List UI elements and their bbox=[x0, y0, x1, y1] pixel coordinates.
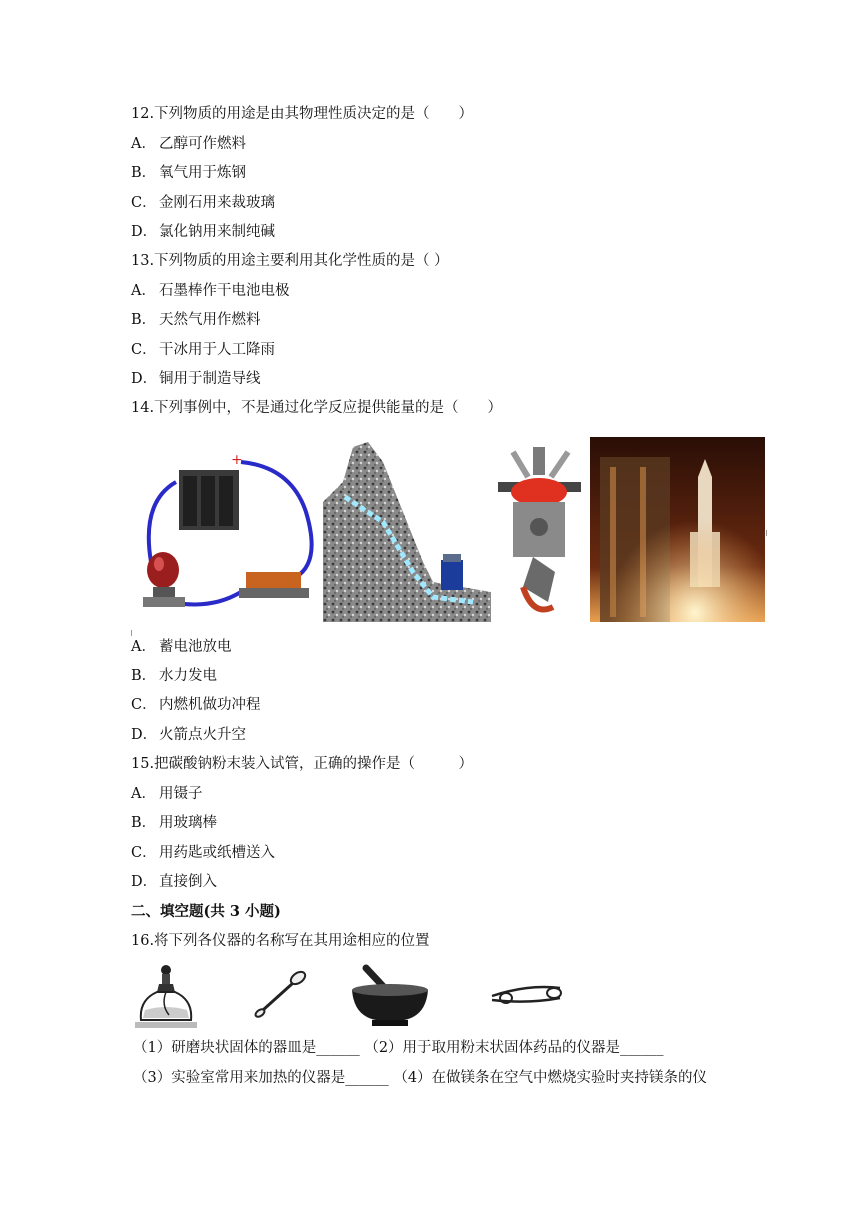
option-text: 乙醇可作燃料 bbox=[159, 136, 246, 152]
question-12-option-c bbox=[131, 193, 275, 213]
question-16-line-2: （3）实验室常用来加热的仪器是______ （4）在做镁条在空气中燃烧实验时夹持镁条的仪 bbox=[133, 1070, 708, 1086]
option-letter: D． bbox=[131, 371, 158, 387]
question-14-option-b bbox=[131, 666, 217, 686]
medicine-spoon-icon bbox=[248, 968, 310, 1023]
question-13-option-a bbox=[131, 281, 290, 301]
option-letter: B． bbox=[131, 815, 157, 831]
option-text: 用玻璃棒 bbox=[159, 815, 217, 831]
option-text: 内燃机做功冲程 bbox=[159, 697, 261, 713]
question-15-stem: 15.把碳酸钠粉末装入试管，正确的操作是（ ） bbox=[131, 756, 474, 772]
option-text: 水力发电 bbox=[159, 668, 217, 684]
option-letter: A． bbox=[131, 283, 156, 299]
option-letter: A． bbox=[131, 786, 156, 802]
rocket-launch-icon bbox=[590, 437, 765, 622]
image-artifact-mark bbox=[766, 530, 767, 536]
option-letter: D． bbox=[131, 874, 158, 890]
question-13-option-c bbox=[131, 340, 275, 360]
option-text: 直接倒入 bbox=[159, 874, 217, 890]
option-letter: A． bbox=[131, 136, 156, 152]
option-letter: C． bbox=[131, 342, 157, 358]
mortar-pestle-icon bbox=[346, 960, 434, 1030]
question-12-option-a bbox=[131, 134, 246, 154]
engine-piston-icon bbox=[493, 442, 586, 622]
option-letter: D． bbox=[131, 224, 158, 240]
hydro-dam-icon bbox=[323, 442, 491, 622]
question-16-stem: 16.将下列各仪器的名称写在其用途相应的位置 bbox=[131, 933, 430, 949]
option-text: 金刚石用来裁玻璃 bbox=[159, 195, 275, 211]
section-heading: 二、填空题(共 3 小题) bbox=[131, 903, 281, 920]
option-letter: C． bbox=[131, 697, 157, 713]
alcohol-lamp-icon bbox=[131, 960, 201, 1030]
option-letter: B． bbox=[131, 668, 157, 684]
option-text: 用镊子 bbox=[159, 786, 203, 802]
option-text: 用药匙或纸槽送入 bbox=[159, 845, 275, 861]
question-15-option-c bbox=[131, 843, 275, 863]
question-13-option-d bbox=[131, 369, 261, 389]
image-artifact-mark bbox=[131, 630, 132, 636]
option-text: 铜用于制造导线 bbox=[159, 371, 261, 387]
svg-text:+: + bbox=[231, 452, 243, 468]
question-14-stem: 14.下列事例中，不是通过化学反应提供能量的是（ ） bbox=[131, 400, 503, 416]
option-text: 氧气用于炼钢 bbox=[159, 165, 246, 181]
question-15-option-d bbox=[131, 872, 217, 892]
option-text: 天然气用作燃料 bbox=[159, 312, 261, 328]
question-12-option-d bbox=[131, 222, 275, 242]
option-text: 火箭点火升空 bbox=[159, 727, 246, 743]
question-15-option-b bbox=[131, 813, 217, 833]
question-14-option-a bbox=[131, 637, 232, 657]
option-text: 干冰用于人工降雨 bbox=[159, 342, 275, 358]
question-14-option-d bbox=[131, 725, 246, 745]
battery-circuit-icon bbox=[131, 442, 321, 622]
question-13-stem: 13.下列物质的用途主要利用其化学性质的是（ ） bbox=[131, 253, 449, 269]
question-12-option-b bbox=[131, 163, 246, 183]
option-letter: C． bbox=[131, 845, 157, 861]
question-12-stem: 12.下列物质的用途是由其物理性质决定的是（ ） bbox=[131, 106, 474, 122]
option-letter: B． bbox=[131, 312, 157, 328]
crucible-tongs-icon bbox=[488, 974, 568, 1014]
option-letter: B． bbox=[131, 165, 157, 181]
option-letter: C． bbox=[131, 195, 157, 211]
option-text: 氯化钠用来制纯碱 bbox=[159, 224, 275, 240]
option-letter: A． bbox=[131, 639, 156, 655]
option-letter: D． bbox=[131, 727, 158, 743]
option-text: 蓄电池放电 bbox=[159, 639, 232, 655]
question-13-option-b bbox=[131, 310, 261, 330]
option-text: 石墨棒作干电池电极 bbox=[159, 283, 290, 299]
question-16-line-1: （1）研磨块状固体的器皿是______ （2）用于取用粉末状固体药品的仪器是______ bbox=[133, 1040, 664, 1056]
question-15-option-a bbox=[131, 784, 203, 804]
question-14-option-c bbox=[131, 695, 261, 715]
